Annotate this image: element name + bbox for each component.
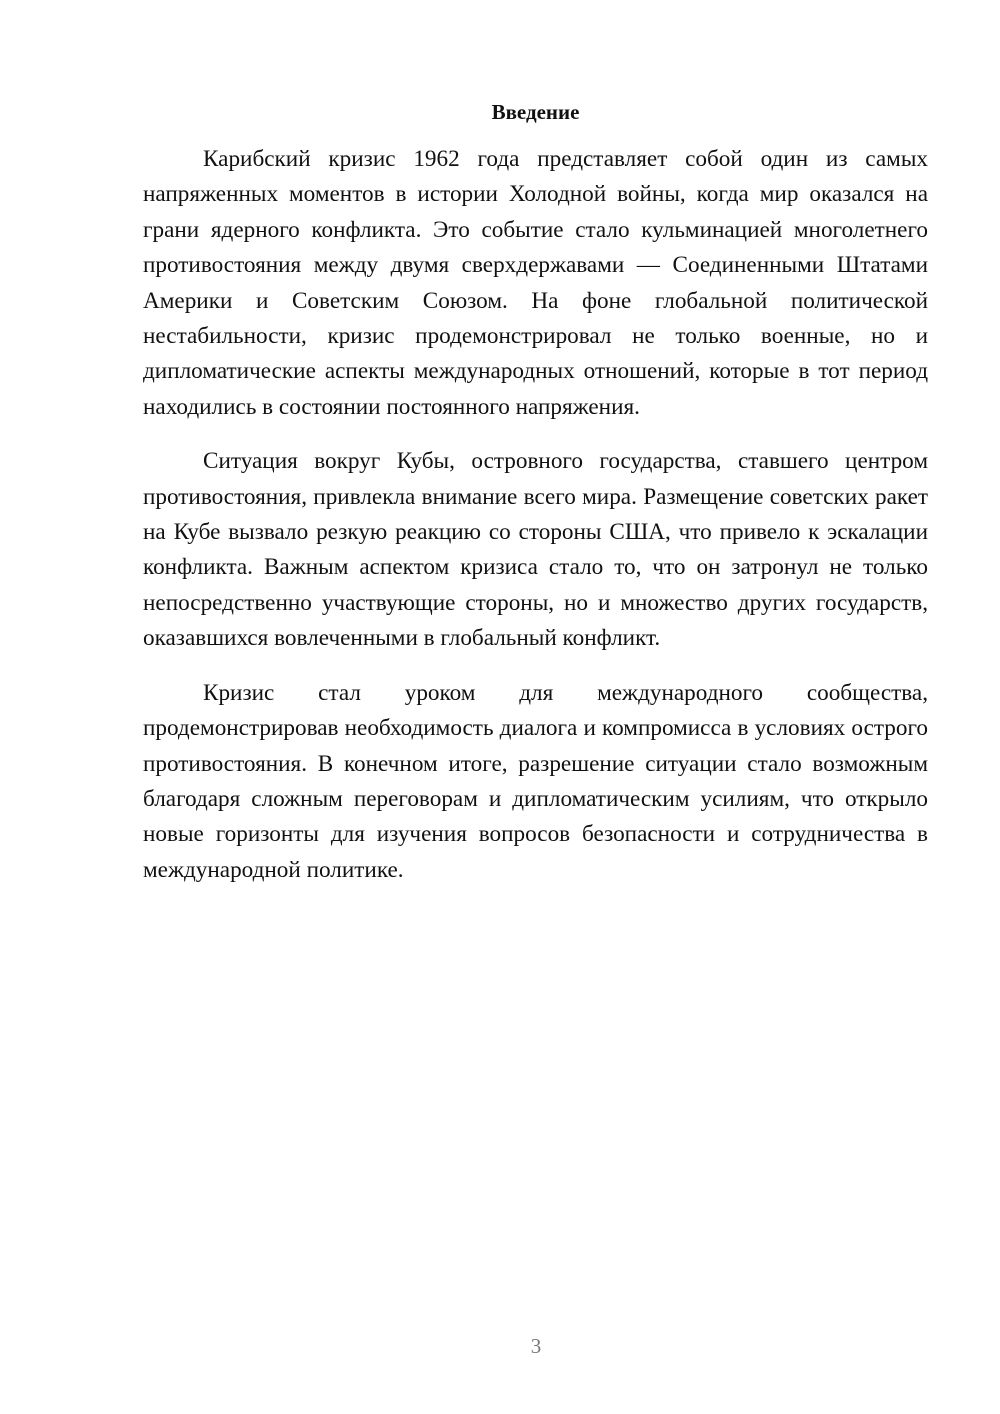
paragraph-2: Ситуация вокруг Кубы, островного государства, ставшего центром противостояния, привлекла внимание всего мира. Размещение советских ракет на Кубе вызвало резкую реакцию со стороны США, что привело к эскалации конфликта. Важным аспектом кризиса стало то, что он затронул не только непосредственно участвующие стороны, но и множество других государств, оказавшихся вовлеченными в глобальный конфликт. [143, 448, 928, 652]
page-number: 3 [530, 1334, 542, 1358]
section-heading: Введение [491, 100, 580, 124]
paragraph-3: Кризис стал уроком для международного сообщества, продемонстрировав необходимость диалога и компромисса в условиях острого противостояния. В конечном итоге, разрешение ситуации стало возможным благодаря сложным переговорам и дипломатическим усилиям, что открыло новые горизонты для изучения вопросов безопасности и сотрудничества в международной политике. [143, 679, 928, 883]
paragraph-1: Карибский кризис 1962 года представляет собой один из самых напряженных моментов в истории Холодной войны, когда мир оказался на грани ядерного конфликта. Это событие стало кульминацией многолетнего противостояния между двумя сверхдержавами — Соединенными Штатами Америки и Советским Союзом. На фоне глобальной политической нестабильности, кризис продемонстрировал не только военные, но и дипломатические аспекты международных отношений, которые в тот период находились в состоянии постоянного напряжения. [143, 146, 928, 420]
body-text [143, 142, 928, 907]
